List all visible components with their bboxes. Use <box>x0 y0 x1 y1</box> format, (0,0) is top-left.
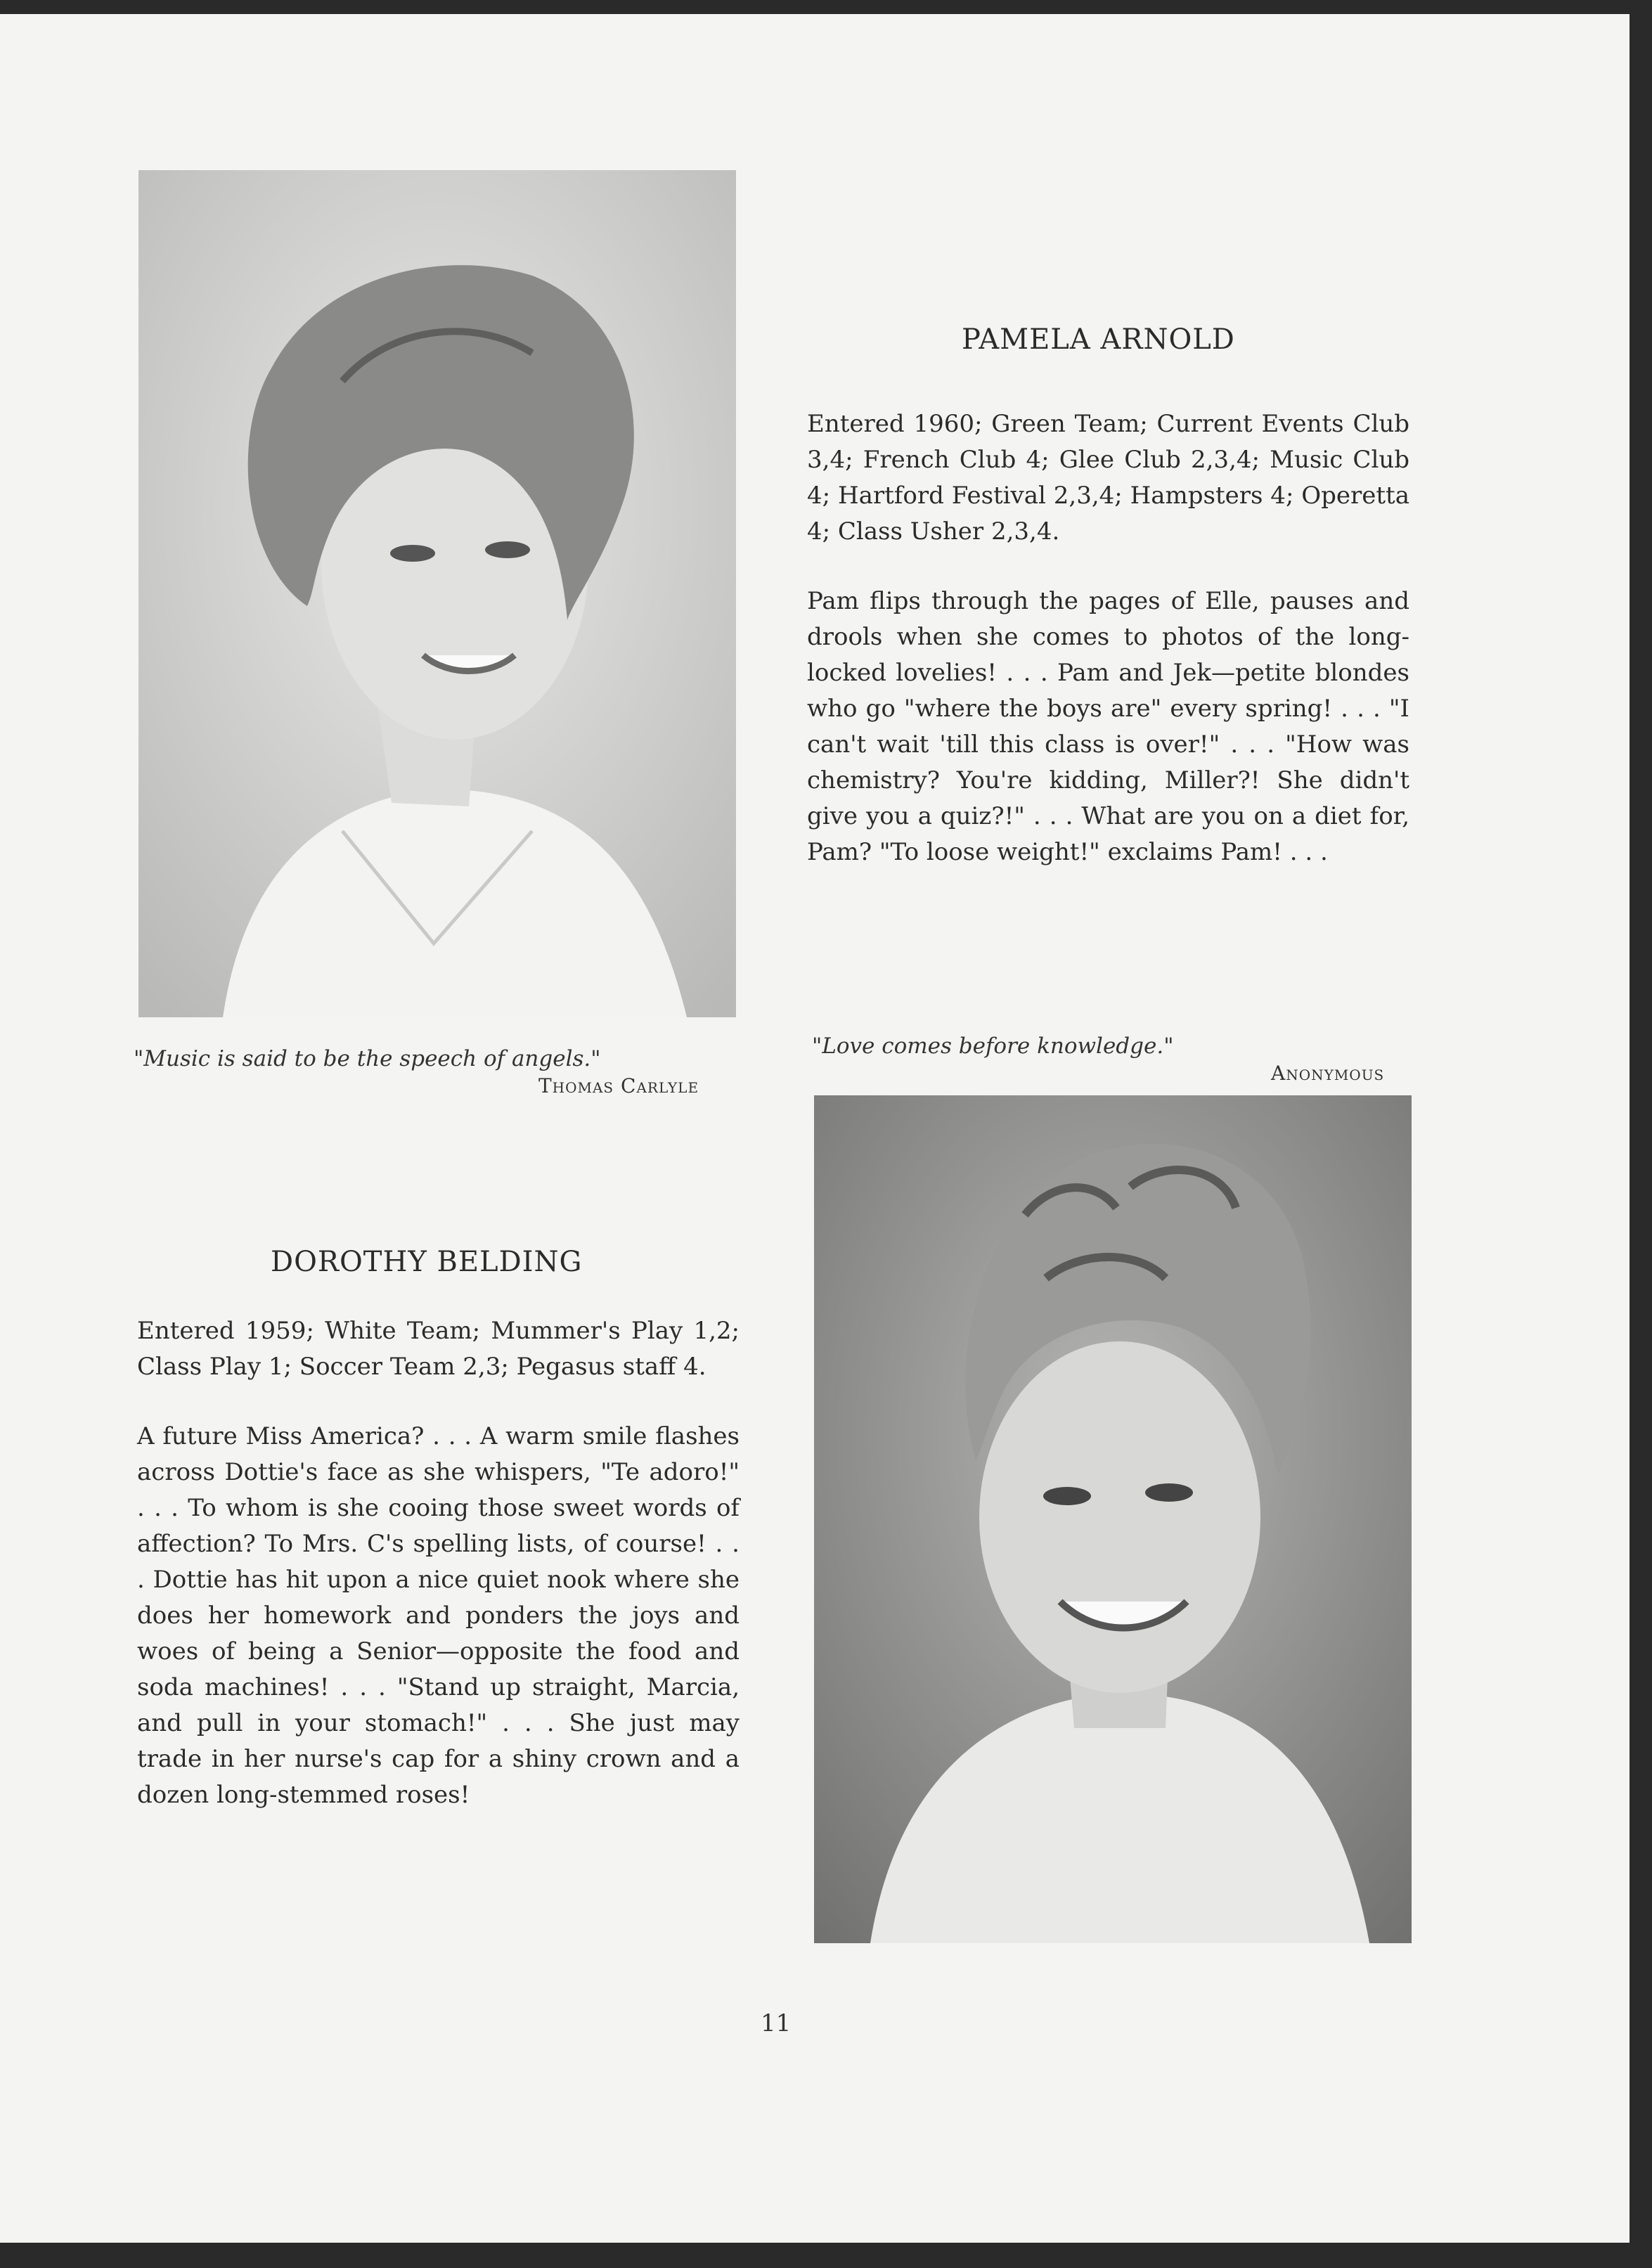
quote-author: Thomas Carlyle <box>538 1074 699 1097</box>
student-quote: "Music is said to be the speech of angels." <box>134 1046 601 1071</box>
student-photo-dorothy-belding <box>814 1095 1412 1943</box>
student-activities: Entered 1960; Green Team; Current Events Club 3,4; French Club 4; Glee Club 2,3,4; Music Club 4; Hartford Festival 2,3,4; Hampsters 4; Operetta 4; Class Usher 2,3,4. <box>807 410 1409 546</box>
student-photo-pamela-arnold <box>138 170 736 1017</box>
student-name: DOROTHY BELDING <box>271 1246 583 1278</box>
student-activities: Entered 1959; White Team; Mummer's Play 1,2; Class Play 1; Soccer Team 2,3; Pegasus staff 4. <box>137 1317 740 1381</box>
portrait-illustration <box>814 1095 1412 1943</box>
student-bio: A future Miss America? . . . A warm smile flashes across Dottie's face as she whispers, "Te adoro!" . . . To whom is she cooing those sweet words of affection? To Mrs. C's spelling lists, of course! . . . Dottie has hit upon a nice quiet nook where she does her homework and ponders the joys and woes of being a Senior—opposite the food and soda machines! . . . "Stand up straight, Marcia, and pull in your stomach!" . . . She just may trade in her nurse's cap for a shiny crown and a dozen long-stemmed roses! <box>137 1422 740 1809</box>
student-quote: "Love comes before knowledge." <box>812 1033 1174 1059</box>
student-name: PAMELA ARNOLD <box>962 323 1235 356</box>
yearbook-page <box>0 14 1630 2243</box>
portrait-illustration <box>138 170 736 1017</box>
quote-author: Anonymous <box>1271 1062 1385 1085</box>
page-number: 11 <box>761 2009 792 2037</box>
student-bio: Pam flips through the pages of Elle, pauses and drools when she comes to photos of the long-locked lovelies! . . . Pam and Jek—petite blondes who go "where the boys are" every spring! . . . "I can't wait 'till this class is over!" . . . "How was chemistry? You're kidding, Miller?! She didn't give you a quiz?!" . . . What are you on a diet for, Pam? "To loose weight!" exclaims Pam! . . . <box>807 587 1409 866</box>
